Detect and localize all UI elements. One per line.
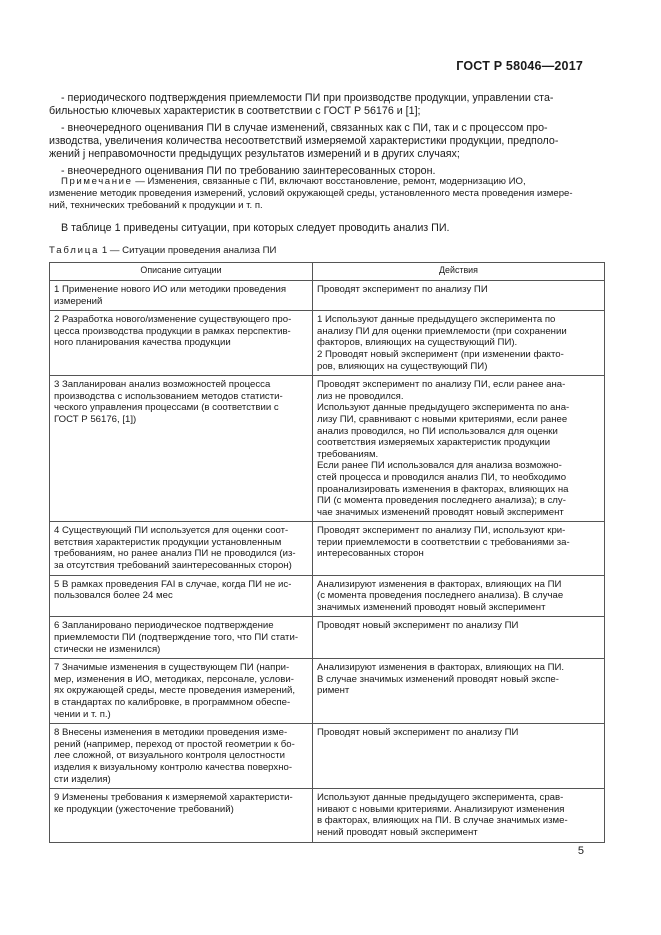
table-row [50,376,605,522]
situation-cell: 1 Применение нового ИО или методики проведения измерений [50,281,313,311]
table-row [50,311,605,376]
situation-cell: 7 Значимые изменения в существующем ПИ (напри- мер, изменения в ИО, методиках, персонале, услови- ях окружающей среды, месте проведения измерений, в стандартах по калибровке, в программном обеспе- чении и т. п.) [50,659,313,724]
situation-cell: 3 Запланирован анализ возможностей процесса производства с использованием методов статисти- ческого управления процессами (в соответствии с ГОСТ Р 56176, [1]) [50,376,313,522]
table-row [50,522,605,575]
situation-cell: 9 Изменены требования к измеряемой характеристи- ке продукции (ужесточение требований) [50,789,313,842]
table-intro: В таблице 1 приведены ситуации, при которых следует проводить анализ ПИ. [61,222,450,234]
table-caption [49,245,276,256]
table-header-row [50,263,605,281]
table-row [50,789,605,842]
situations-table [49,262,605,843]
paragraph: - внеочередного оценивания ПИ по требованию заинтересованных сторон. [61,165,436,178]
table-row [50,281,605,311]
situation-cell: 8 Внесены изменения в методики проведения изме- рений (например, переход от простой геометрии к бо- лее сложной, от визуального контроля целостности изделия к визуальному контролю качества поверхно- сти изделия) [50,724,313,789]
action-cell: Используют данные предыдущего эксперимента, срав- нивают с новыми критериями. Анализируют изменения в факторах, влияющих на ПИ. В случае значимых изме- нений проводят новый эксперимент [313,789,605,842]
standard-code: ГОСТ Р 58046—2017 [456,59,583,73]
situation-cell: 4 Существующий ПИ используется для оценки соот- ветствия характеристик продукции установленным требованиям, но ранее анализ ПИ не проводился (из- за отсутствия требований заинтересованных сторон) [50,522,313,575]
situation-cell: 2 Разработка нового/изменение существующего про- цесса производства продукции в рамках перспектив- ного планирования качества продукции [50,311,313,376]
action-cell: Проводят новый эксперимент по анализу ПИ [313,724,605,789]
table-row [50,575,605,617]
action-cell: Проводят эксперимент по анализу ПИ [313,281,605,311]
action-cell: Проводят новый эксперимент по анализу ПИ [313,617,605,659]
note-text: — Изменения, связанные с ПИ, включают восстановление, ремонт, модернизацию ИО, изменение методик проведения измерений, условий окружающей среды, установленного места проведения измере- ний, технических требований к продукции и т. п. [49,176,573,212]
table-row [50,724,605,789]
action-cell: Проводят эксперимент по анализу ПИ, если ранее ана- лиз не проводился. Используют данные предыдущего эксперимента по ана- лизу ПИ, сравнивают с новыми критериями, если ранее анализ проводился, но ПИ использовался для оценки соответствия измеряемых характеристик продукции требованиям. Если ранее ПИ использовался для анализа возможно- стей процесса и проводился анализ ПИ, то необходимо проанализировать изменения в факторах, влияющих на ПИ (с момента проведения последнего анализа); в слу- чае значимых изменений проводят новый эксперимент [313,376,605,522]
table-row [50,659,605,724]
action-cell: Проводят эксперимент по анализу ПИ, используют кри- терии приемлемости в соответствии с требованиями за- интересованных сторон [313,522,605,575]
paragraph: - внеочередного оценивания ПИ в случае изменений, связанных как с ПИ, так и с процессом про- изводства, увеличения количества несоответствий измеряемой характеристики продукции, предполо- жений j неправомочности предыдущих результатов измерений и в других случаях; [49,122,559,161]
table-row [50,617,605,659]
header-actions: Действия [313,263,605,281]
situation-cell: 5 В рамках проведения FAI в случае, когда ПИ не ис- пользовался более 24 мес [50,575,313,617]
paragraph: - периодического подтверждения приемлемости ПИ при производстве продукции, управлении ста- бильностью ключевых характеристик в соответствии с ГОСТ Р 56176 и [1]; [49,92,554,118]
table-caption-text: 1 — Ситуации проведения анализа ПИ [101,245,277,256]
page-number: 5 [577,845,584,857]
header-situation: Описание ситуации [50,263,313,281]
action-cell: Анализируют изменения в факторах, влияющих на ПИ. В случае значимых изменений проводят новый экспе- римент [313,659,605,724]
action-cell: 1 Используют данные предыдущего эксперимента по анализу ПИ для оценки приемлемости (при сохранении факторов, влияющих на существующий ПИ). 2 Проводят новый эксперимент (при изменении факто- ров, влияющих на существующий ПИ) [313,311,605,376]
action-cell: Анализируют изменения в факторах, влияющих на ПИ (с момента проведения последнего анализа). В случае значимых изменений проводят новый эксперимент [313,575,605,617]
note-label: Примечание [61,176,133,187]
note [49,176,603,213]
body-text [49,92,603,182]
situation-cell: 6 Запланировано периодическое подтверждение приемлемости ПИ (подтверждение того, что ПИ стати- стически не изменился) [50,617,313,659]
table-caption-label: Таблица [49,245,100,256]
